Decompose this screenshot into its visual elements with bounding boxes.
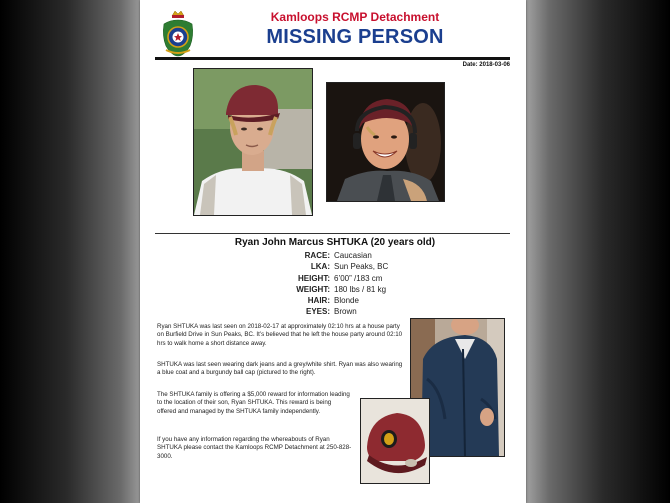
photo-burgundy-cap xyxy=(360,398,430,484)
fact-label: WEIGHT: xyxy=(296,284,330,294)
fact-value: Brown xyxy=(334,307,357,317)
paragraph-last-seen: Ryan SHTUKA was last seen on 2018-02-17 at approximately 02:10 hrs at a house party on Burfield Drive in Sun Peaks, BC. It’s believed that he left the house party around 02:10 hrs to walk home a short distance away. xyxy=(157,323,403,347)
fact-row-weight xyxy=(150,284,520,295)
person-name: Ryan John Marcus SHTUKA (20 years old) xyxy=(234,237,436,248)
fact-value: Blonde xyxy=(334,296,359,306)
fact-label: EYES: xyxy=(305,307,330,317)
fact-label: RACE: xyxy=(304,251,330,260)
fact-label: HEIGHT: xyxy=(298,273,330,283)
paragraph-reward: The SHTUKA family is offering a $5,000 reward for information leading to the location of their son, Ryan SHTUKA. This reward is being offered and managed by the SHTUKA family independently. xyxy=(157,391,350,415)
paragraph-clothing: SHTUKA was last seen wearing dark jeans and a grey/white shirt. Ryan was also wearing a blue coat and a burgundy ball cap (pictured to the right). xyxy=(157,361,403,377)
photo-portrait-headphones xyxy=(326,82,445,202)
section-divider xyxy=(155,233,510,234)
page-title: MISSING PERSON xyxy=(266,26,444,48)
detachment-title: Kamloops RCMP Detachment xyxy=(270,10,440,24)
fact-row-eyes xyxy=(150,306,520,317)
poster-date: Date: 2018-03-06 xyxy=(462,62,510,68)
rcmp-crest-icon xyxy=(158,10,198,58)
fact-row-lka xyxy=(150,261,520,272)
fact-value: Sun Peaks, BC xyxy=(334,262,389,272)
fact-row-race xyxy=(150,250,520,261)
fact-value: 6’00” /183 cm xyxy=(334,273,383,283)
fact-value: 180 lbs / 81 kg xyxy=(334,284,387,294)
fact-row-height xyxy=(150,273,520,284)
fact-row-hair xyxy=(150,295,520,306)
header-divider xyxy=(155,57,510,60)
fact-label: LKA: xyxy=(310,262,330,272)
paragraph-contact: If you have any information regarding the whereabouts of Ryan SHTUKA please contact the Kamloops RCMP Detachment at 250-828-3000. xyxy=(157,436,352,460)
photo-portrait-outdoor xyxy=(193,68,313,216)
fact-value: Caucasian xyxy=(334,251,372,260)
person-description xyxy=(150,250,520,318)
fact-label: HAIR: xyxy=(307,296,330,306)
